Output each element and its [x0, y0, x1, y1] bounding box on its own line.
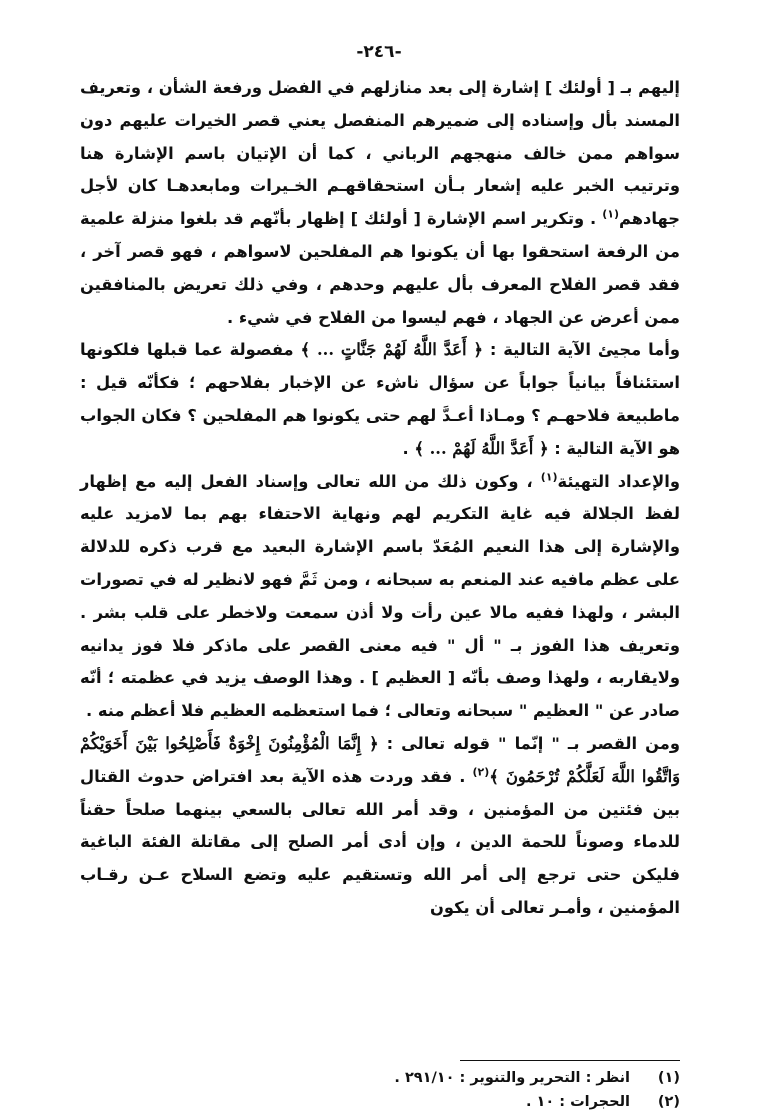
footnote-ref-1: (١) — [602, 207, 619, 221]
footnotes — [80, 1066, 680, 1114]
quran-verse: ﴿ إِنَّمَا الْمُؤْمِنُونَ إِخْوَةٌ فَأَصْلِحُوا بَيْنَ أَخَوَيْكُمْ وَاتَّقُوا اللَّهَ لَعَلَّكُمْ تُرْحَمُونَ ﴾ — [80, 733, 681, 786]
page-number: -٢٤٦- — [356, 42, 402, 62]
footnote — [80, 1090, 680, 1114]
footnote-ref-1: (١) — [540, 470, 558, 484]
body-text — [80, 72, 680, 925]
footnote-number: (٢) — [657, 1094, 680, 1110]
paragraph-2-tail: . — [402, 438, 415, 458]
footnote-number: (١) — [657, 1070, 680, 1086]
footnote — [80, 1066, 680, 1090]
paragraph-4-continuation: . فقد وردت هذه الآية بعد افتراض حدوث القتال بين فئتين من المؤمنين ، وقد أمر الله تعالى بالسعي بينهما صلحاً حقناً للدماء وصوناً للحمة الدين ، وإن أدى أمر الصلح إلى مقاتلة الفئة الباغية فليكن حتى ترجع إلى أمر الله وتستقيم عليه وتضع السلاح عـن رقـاب المؤمنين ، وأمـر تعالى أن يكون — [80, 766, 680, 917]
footnote-text: الحجرات : ١٠ . — [525, 1094, 630, 1110]
quran-verse: ﴿ أَعَدَّ اللَّهُ لَهُمْ جَنَّاتٍ ... ﴾ — [300, 340, 483, 360]
paragraph-4 — [80, 728, 680, 925]
paragraph-1-text: إليهم بـ [ أولئك ] إشارة إلى بعد منازلهم في الفضل ورفعة الشأن ، وتعريف المسند بأل وإسناده إلى ضميرهم المنفصل يعني قصر الخيرات عليهم دون سواهم ممن خالف منهجهم الرباني ، كما أن الإتيان باسم الإشارة هنا وترتيب الخبر عليه إشعار بـأن استحقاقهـم الخـيرات ومابعدهـا كان لأجل جهادهم — [80, 78, 680, 229]
paragraph-2-continuation: مفصولة عما قبلها فلكونها استئنافاً بيانياً جواباً عن سؤال ناشء عن الإخبار بفلاحهم ؛ فكأنّه قيل : ماطبيعة فلاحهـم ؟ ومـاذا أعـدَّ لهم حتى يكونوا هم المفلحين ؟ فكان الجواب هو الآية التالية : — [80, 340, 680, 458]
paragraph-1 — [80, 72, 680, 334]
quran-verse: ﴿ أَعَدَّ اللَّهُ لَهُمْ ... ﴾ — [414, 438, 549, 458]
footnote-text: انظر : التحرير والتنوير : ٢٩١/١٠ . — [394, 1070, 630, 1086]
paragraph-2 — [80, 334, 680, 465]
footnote-divider — [460, 1060, 680, 1061]
paragraph-3-text: والإعداد التهيئة — [557, 471, 680, 491]
paragraph-2-text: وأما مجيئ الآية التالية : — [482, 340, 680, 360]
paragraph-3 — [80, 466, 680, 728]
footnote-ref-2: (٢) — [472, 765, 490, 779]
paragraph-1-continuation: . وتكرير اسم الإشارة [ أولئك ] إظهار بأنّهم قد بلغوا منزلة علمية من الرفعة استحقوا بها أن يكونوا هم المفلحين لاسواهم ، فهو قصر آخر ، فقد قصر الفلاح المعرف بأل عليهم وحدهم ، وفي ذلك تعريض بالمنافقين ممن أعرض عن الجهاد ، فهم ليسوا من الفلاح في شيء . — [80, 209, 680, 327]
paragraph-3-continuation: ، وكون ذلك من الله تعالى وإسناد الفعل إليه مع إظهار لفظ الجلالة فيه غاية التكريم لهم ونهاية الاحتفاء بهم بما لامزيد عليه والإشارة إلى هذا النعيم المُعَدّ باسم الإشارة البعيد مع قرب ذكره للدلالة على عظم مافيه عند المنعم به سبحانه ، ومن ثَمَّ فهو لانظير له في تصورات البشر ، ولهذا ففيه مالا عين رأت ولا أذن سمعت ولاخطر على قلب بشر . وتعريف هذا الفوز بـ " أل " فيه معنى القصر على ماذكر فلا فوز يدانيه ولايقاربه ، ولهذا وصف بأنّه [ العظيم ] . وهذا الوصف يزيد في عظمته ؛ أنّه صادر عن " العظيم " سبحانه وتعالى ؛ فما استعظمه العظيم فلا أعظم منه . — [80, 471, 680, 721]
paragraph-4-text: ومن القصر بـ " إنّما " قوله تعالى : — [378, 733, 680, 753]
